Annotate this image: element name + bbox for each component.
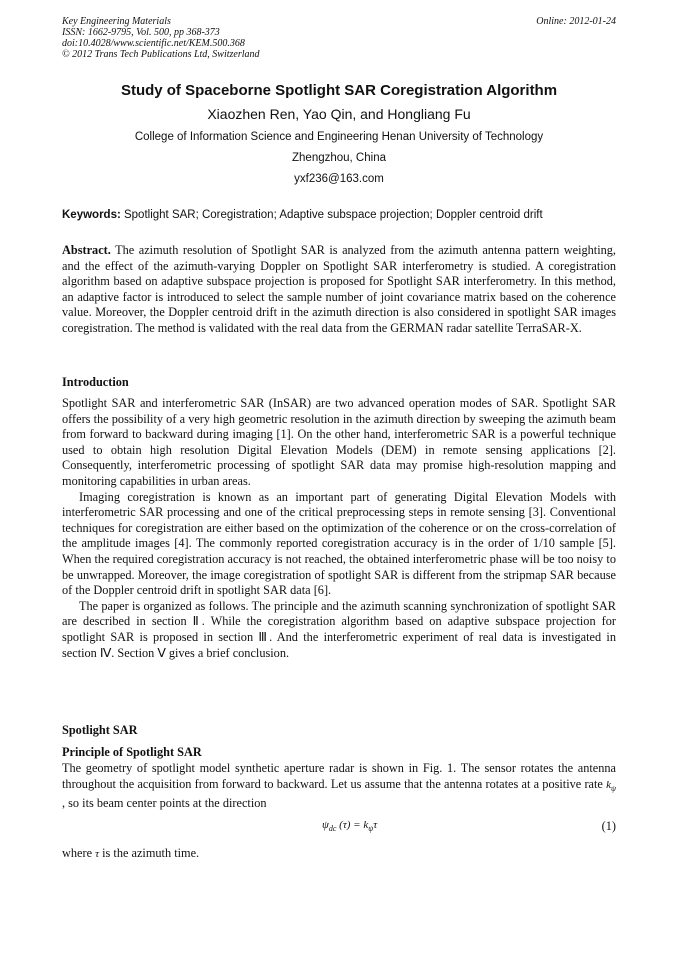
paragraph: The paper is organized as follows. The principle and the azimuth scanning synchronization of spotlight SAR are described in section Ⅱ. While the coregistration algorithm based on adaptive subspace projection for spotlight SAR is proposed in section Ⅲ. And the interferometric experiment of real data is investigated in section Ⅳ. Section Ⅴ gives a brief conclusion. [62, 598, 616, 660]
keywords-label: Keywords: [62, 209, 121, 221]
author-list: Xiaozhen Ren, Yao Qin, and Hongliang Fu [207, 106, 471, 122]
paper-title: Study of Spaceborne Spotlight SAR Coregistration Algorithm [120, 82, 558, 99]
introduction-body [62, 396, 616, 661]
principle-body [62, 761, 616, 812]
paragraph: Imaging coregistration is known as an important part of generating Digital Elevation Models with interferometric SAR processing and one of the critical preprocessing steps in remote sensing [3]. Conventional techniques for coregistration are either based on the optimization of the coherence or on the cross-correlation of the amplitude images [4]. The commonly reported coregistration accuracy is in the order of 1/10 sample [5]. When the required coregistration accuracy is not reached, the obtained interferometric phase will be too noisy to be unwrapped. Moreover, the image coregistration of spotlight SAR is different from the stripmap SAR because of the Doppler centroid drift in spotlight SAR data [6]. [62, 489, 616, 598]
where-clause [62, 846, 199, 861]
issn-line: ISSN: 1662-9795, Vol. 500, pp 368-373 [62, 27, 220, 38]
math-var: τ [95, 848, 100, 860]
math-subscript: ψ [611, 783, 616, 793]
city: Zhengzhou, China [292, 152, 386, 164]
online-date: Online: 2012-01-24 [536, 16, 616, 27]
equation-1 [62, 819, 616, 837]
doi-line: doi:10.4028/www.scientific.net/KEM.500.368 [62, 38, 245, 49]
math-symbol: (τ) = k [336, 819, 369, 831]
keywords-text: Spotlight SAR; Coregistration; Adaptive subspace projection; Doppler centroid drift [120, 209, 543, 221]
text-run: is the azimuth time. [99, 846, 200, 860]
text-run: , so its beam center points at the direction [62, 796, 267, 811]
journal-header [62, 16, 616, 60]
section-heading-spotlight-sar: Spotlight SAR [62, 723, 138, 737]
abstract-label: Abstract. [62, 243, 111, 257]
text-run: The geometry of spotlight model synthetic aperture radar is shown in Fig. 1. The sensor rotates the antenna throughout the acquisition from forward to backward. Let us assume that the antenna rotates at a positive rate [62, 761, 616, 791]
equation-number: (1) [601, 819, 616, 833]
paragraph [62, 761, 616, 812]
equation-formula [322, 819, 377, 833]
affiliation: College of Information Science and Engineering Henan University of Technology [134, 131, 544, 143]
abstract [62, 243, 616, 337]
text-run: where [62, 846, 96, 860]
paragraph: Spotlight SAR and interferometric SAR (InSAR) are two advanced operation modes of SAR. Spotlight SAR offers the possibility of a very high geometric resolution in the azimuth direction by sweeping the azimuth beam from forward to backward during imaging [1]. On the other hand, interferometric SAR is a powerful technique used to obtain high resolution Digital Elevation Models (DEM) in remote sensing applications [2]. Consequently, interferometric processing of spotlight SAR data may promise high-resolution mapping and monitoring capabilities in urban areas. [62, 396, 616, 488]
section-heading-introduction: Introduction [62, 375, 129, 389]
math-subscript: dc [328, 824, 337, 834]
journal-name: Key Engineering Materials [62, 16, 171, 27]
keywords [62, 209, 616, 221]
math-var [606, 779, 616, 791]
copyright-line: © 2012 Trans Tech Publications Ltd, Switzerland [62, 49, 260, 60]
abstract-text: The azimuth resolution of Spotlight SAR is analyzed from the azimuth antenna pattern weighting, and the effect of the azimuth-varying Doppler on Spotlight SAR interferometry is studied. A coregistration algorithm based on adaptive subspace projection is proposed for Spotlight SAR interferometry. In this method, an adaptive factor is introduced to select the sample number of joint covariance matrix based on the coherence value. Moreover, the Doppler centroid drift in the azimuth direction is also considered in spotlight SAR images coregistration. The method is validated with the real data from the GERMAN radar satellite TerraSAR-X. [62, 243, 616, 335]
math-symbol: τ [373, 819, 378, 831]
email-address: yxf236@163.com [294, 173, 384, 185]
subsection-heading-principle: Principle of Spotlight SAR [62, 745, 202, 759]
math-symbol: k [606, 778, 612, 791]
math-symbol: ψ [322, 819, 329, 831]
math-subscript: ψ [368, 824, 374, 834]
